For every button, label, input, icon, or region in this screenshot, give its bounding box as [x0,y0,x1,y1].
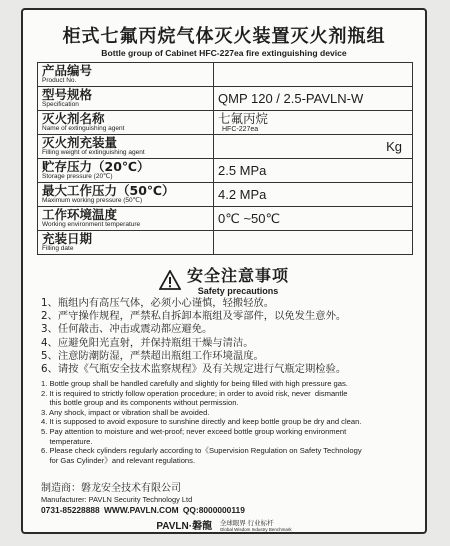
precaution-en-item: temperature. [41,436,93,446]
precaution-en-item: 3. Any shock, impact or vibration shall be avoided. [41,407,210,417]
precaution-cn-item: 2、严守操作规程，严禁私自拆卸本瓶组及零部件，以免发生意外。 [41,310,347,323]
slogan-cn: 全球眼界 行业标杆 [219,520,274,528]
precaution-cn-item: 1、瓶组内有高压气体，必须小心谨慎，轻搬轻放。 [41,297,275,309]
precaution-cn-item: 6、请按《气瓶安全技术监察规程》及有关规定进行气瓶定期检验。 [41,363,347,376]
precaution-en-item: 1. Bottle group shall be handled carefully and slightly for being filled with high pressure gas. [41,379,348,388]
spec-unit: Kg [386,139,402,154]
spec-key-cell [38,111,214,135]
spec-value-cell [214,207,413,231]
manufacturer-cn: 制造商：磐龙安全技术有限公司 [41,483,181,494]
spec-row [38,159,413,183]
precaution-en-item: 4. It is supposed to avoid exposure to sunshine directly and keep bottle group be dry and clean. [41,417,362,427]
precaution-en-item: this bottle group and its components without permission. [41,398,239,408]
title-chinese: 柜式七氟丙烷气体灭火装置灭火剂瓶组 [62,26,386,47]
spec-key-cell [38,207,214,231]
manufacturer-block [41,482,421,517]
brand-logo: PAVLN·磐龍 [156,521,213,532]
spec-value-cell [214,231,413,255]
spec-key-cell [38,231,214,255]
spec-value-sub: HFC-227ea [222,126,259,133]
spec-value-cell [214,183,413,207]
spec-key-en: Maximum working pressure (50℃) [42,197,143,204]
spec-key-en: Working environment temperature [42,221,141,228]
spec-row [38,231,413,255]
precaution-en-item: 5. Pay attention to moisture and wet-proof; never exceed bottle group working environment [41,426,347,436]
spec-key-cn: 最大工作压力（50℃） [42,183,175,198]
spec-key-en: Filling date [42,245,74,252]
safety-heading-cn: 安全注意事项 [186,266,289,285]
spec-value: 4.2 MPa [218,186,267,202]
spec-key-cell [38,87,214,111]
precautions-en-list [41,379,419,465]
spec-key-cn: 工作环境温度 [42,207,118,222]
spec-key-cn: 产品编号 [42,63,93,78]
precaution-en-item: for Gas Cylinder》and relevant regulations. [41,455,196,465]
spec-key-cn: 充装日期 [42,231,93,246]
spec-row [38,111,413,135]
safety-heading [23,263,425,296]
spec-key-cell [38,135,214,159]
precaution-en-item: 2. It is required to strictly follow operation procedure; in order to avoid risk, never dismantle [41,388,348,398]
slogan-en: Global Wisdom Industry Benchmark [219,527,292,533]
spec-value-cell [214,159,413,183]
spec-key-en: Filling weight of extinguishing agent [42,149,145,156]
precaution-cn-item: 3、任何敲击、冲击或震动都应避免。 [41,323,213,336]
spec-row [38,207,413,231]
spec-value: 2.5 MPa [218,162,267,178]
spec-key-cell [38,63,214,87]
spec-key-en: Specification [42,101,79,108]
spec-key-cn: 贮存压力（20℃） [42,159,150,174]
spec-key-cn: 灭火剂名称 [42,111,105,126]
precaution-en-item: 6. Please check cylinders regularly according to《Supervision Regulation on Safety Technology [41,446,362,456]
title-english: Bottle group of Cabinet HFC-227ea fire extinguishing device [101,48,347,58]
precaution-cn-item: 5、注意防潮防湿，严禁超出瓶组工作环境温度。 [41,349,264,362]
spec-row [38,87,413,111]
spec-row [38,63,413,87]
spec-key-cell [38,183,214,207]
spec-key-cn: 灭火剂充装量 [42,135,118,150]
spec-key-en: Storage pressure (20℃) [42,173,113,180]
spec-key-en: Name of extinguishing agent [42,125,125,132]
contact-line: 0731-85228888 WWW.PAVLN.COM QQ:8000000119 [41,505,245,515]
spec-value-cell [214,111,413,135]
spec-key-en: Product No. [42,77,77,84]
spec-key-cell [38,159,214,183]
spec-value: QMP 120 / 2.5-PAVLN-W [218,90,364,106]
spec-value-cell [214,87,413,111]
spec-table [37,62,413,255]
spec-key-cn: 型号规格 [42,87,93,102]
spec-value-cell [214,63,413,87]
brand-slogan [220,520,292,532]
spec-row [38,183,413,207]
spec-value-cell [214,135,413,159]
spec-row [38,135,413,159]
safety-heading-en: Safety precautions [197,286,279,296]
precautions-cn-list [41,297,421,376]
brand-footer [23,517,425,532]
precaution-cn-item: 4、应避免阳光直射，并保持瓶组干燥与清洁。 [41,336,254,349]
manufacturer-en: Manufacturer: PAVLN Security Technology Ltd [41,495,193,504]
warning-icon [159,270,181,290]
nameplate-label [21,8,427,534]
spec-value: 七氟丙烷 [218,111,269,126]
spec-value: 0℃ ~50℃ [218,210,281,226]
